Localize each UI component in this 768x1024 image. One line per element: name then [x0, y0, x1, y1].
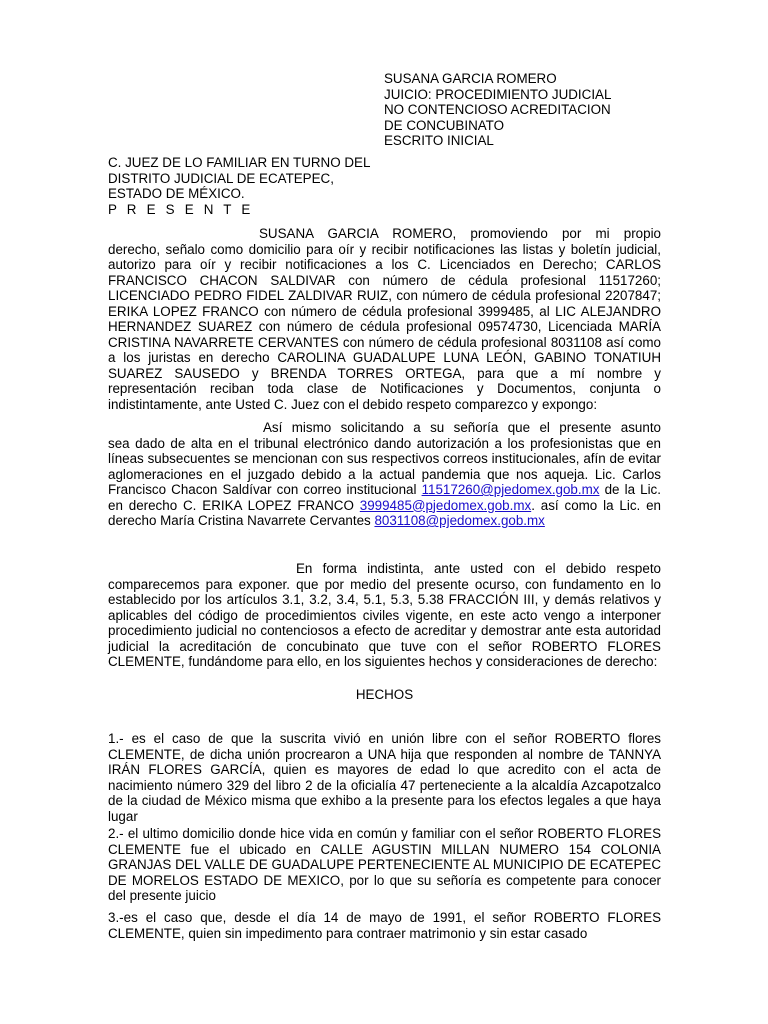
paragraph-lead: Así mismo solicitando a su señoría que el presente asunto — [263, 420, 661, 435]
petition-paragraph — [108, 561, 661, 670]
authorization-paragraph — [108, 226, 661, 412]
header-line: JUICIO: PROCEDIMIENTO JUDICIAL — [384, 86, 612, 102]
document-page — [108, 0, 661, 1024]
addressee-line: C. JUEZ DE LO FAMILIAR EN TURNO DEL — [108, 155, 371, 170]
header-line: ESCRITO INICIAL — [384, 133, 494, 148]
addressee-block — [108, 155, 661, 217]
fact-item: 2.- el ultimo domicilio donde hice vida en común y familiar con el señor ROBERTO FLORES CLEMENTE fue el ubicado en CALLE AGUSTIN MILLAN NUMERO 154 COLONIA GRANJAS DEL VALLE DE GUADALUPE PERTENECIENTE AL MUNICIPIO DE ECATEPEC DE MORELOS ESTADO DE MEXICO, por lo que su señoría es competente para conocer del presente juicio — [108, 826, 661, 903]
presente-label: P R E S E N T E — [108, 201, 254, 217]
email-link[interactable]: 8031108@pjedomex.gob.mx — [374, 513, 545, 528]
electronic-court-paragraph — [108, 420, 661, 529]
paragraph-body: derecho, señalo como domicilio para oír y recibir notificaciones las listas y boletín judicial, autorizo para oír y recibir notificaciones a los C. Licenciados en Derecho; CARLOS FRANCISCO CHACON SALDIVAR con número de cédula profesional 11517260; LICENCIADO PEDRO FIDEL ZALDIVAR RUIZ, con número de cédula profesional 2207847; ERIKA LOPEZ FRANCO con número de cédula profesional 3999485, al LIC ALEJANDRO HERNANDEZ SUAREZ con número de cédula profesional 09574730, Licenciada MARÍA CRISTINA NAVARRETE CERVANTES con número de cédula profesional 8031108 así como a los juristas en derecho CAROLINA GUADALUPE LUNA LEÓN, GABINO TONATIUH SUAREZ SAUSEDO y BRENDA TORRES ORTEGA, para que a mí nombre y representación reciban toda clase de Notificaciones y Documentos, conjunta o indistintamente, ante Usted C. Juez con el debido respeto comparezco y expongo: — [108, 241, 661, 412]
addressee-line: ESTADO DE MÉXICO. — [108, 186, 245, 201]
paragraph-body: . así como la Lic. en derecho María Cristina Navarrete Cervantes — [108, 497, 661, 528]
paragraph-body: de la Lic. en derecho C. ERIKA LOPEZ FRANCO — [108, 482, 661, 513]
email-link[interactable]: 11517260@pjedomex.gob.mx — [421, 482, 600, 497]
addressee-line: DISTRITO JUDICIAL DE ECATEPEC, — [108, 170, 334, 186]
header-line: SUSANA GARCIA ROMERO — [384, 71, 557, 86]
email-link[interactable]: 3999485@pjedomex.gob.mx — [359, 497, 532, 513]
paragraph-lead: En forma indistinta, ante usted con el debido respeto — [296, 561, 661, 576]
paragraph-body: sea dado de alta en el tribunal electrónico dando autorización a los profesionistas que en líneas subsecuentes se mencionan con sus respectivos correos institucionales, afín de evitar aglomeraciones en el juzgado debido a la actual pandemia que nos aqueja. Lic. Carlos Francisco Chacon Saldívar con correo institucional — [108, 435, 661, 497]
paragraph-body: comparecemos para exponer. que por medio del presente ocurso, con fundamento en lo establecido por los artículos 3.1, 3.2, 3.4, 5.1, 5.3, 5.38 FRACCIÓN III, y demás relativos y aplicables del código de procedimientos civiles vigente, en este acto vengo a interponer procedimiento judicial no contenciosos a efecto de acreditar y demostrar ante esta autoridad judicial la acreditación de concubinato que tuve con el señor ROBERTO FLORES CLEMENTE, fundándome para ello, en los siguientes hechos y consideraciones de derecho: — [108, 576, 661, 669]
header-line: NO CONTENCIOSO ACREDITACION — [384, 102, 611, 117]
header-line: DE CONCUBINATO — [384, 117, 505, 133]
paragraph-lead: SUSANA GARCIA ROMERO, promoviendo por mi propio — [259, 226, 661, 241]
fact-item: 1.- es el caso de que la suscrita vivió en unión libre con el señor ROBERTO flores CLEMENTE, de dicha unión procrearon a UNA hija que responden al nombre de TANNYA IRÁN FLORES GARCÍA, quien es mayores de edad lo que acredito con el acta de nacimiento número 329 del libro 2 de la oficialía 47 perteneciente a la alcaldía Azcapotzalco de la ciudad de México misma que exhibo a la presente para los efectos legales a que haya lugar — [108, 731, 661, 824]
case-header — [384, 71, 674, 149]
fact-item: 3.-es el caso que, desde el día 14 de mayo de 1991, el señor ROBERTO FLORES CLEMENTE, quien sin impedimento para contraer matrimonio y sin estar casado — [108, 910, 661, 941]
hechos-heading: HECHOS — [355, 687, 414, 702]
